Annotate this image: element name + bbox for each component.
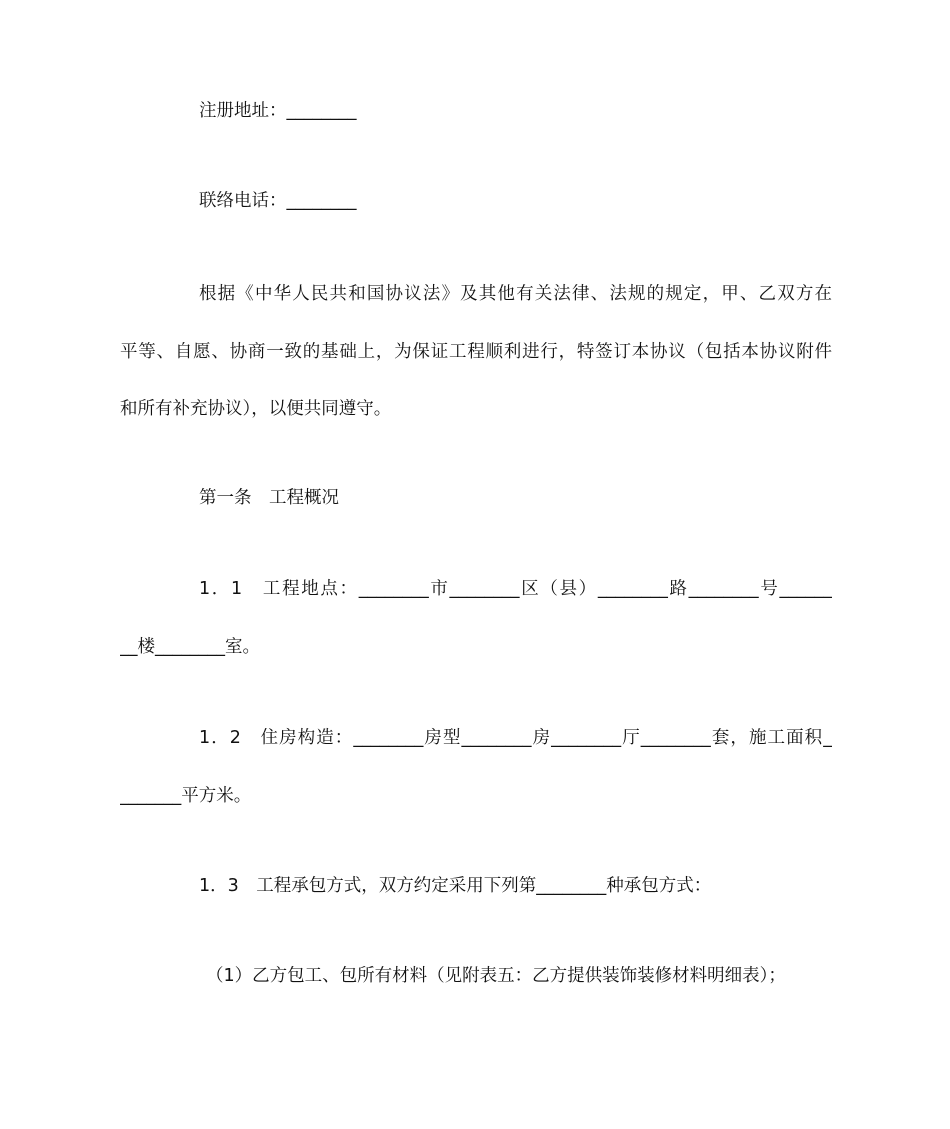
clause-1-2-line-2: _______平方米。: [120, 786, 252, 806]
clause-1-1-line-1: 1．1 工程地点：________市________区（县）________路________号______: [199, 579, 832, 599]
clause-1-1-line-2: __楼________室。: [120, 637, 260, 657]
contact-phone-line: 联络电话：________: [199, 191, 357, 211]
preamble-line-1: 根据《中华人民共和国协议法》及其他有关法律、法规的规定，甲、乙双方在: [199, 284, 832, 304]
article-1-heading: 第一条 工程概况: [199, 488, 339, 508]
registered-address-line: 注册地址：________: [199, 101, 357, 121]
preamble-line-2: 平等、自愿、协商一致的基础上，为保证工程顺利进行，特签订本协议（包括本协议附件: [120, 342, 832, 362]
clause-1-2-line-1: 1．2 住房构造：________房型________房________厅________套，施工面积_: [199, 728, 832, 748]
option-1-line: （1）乙方包工、包所有材料（见附表五：乙方提供装饰装修材料明细表）；: [206, 966, 786, 986]
preamble-line-3: 和所有补充协议），以便共同遵守。: [120, 399, 392, 419]
clause-1-3-line: 1．3 工程承包方式，双方约定采用下列第________种承包方式：: [199, 876, 712, 896]
